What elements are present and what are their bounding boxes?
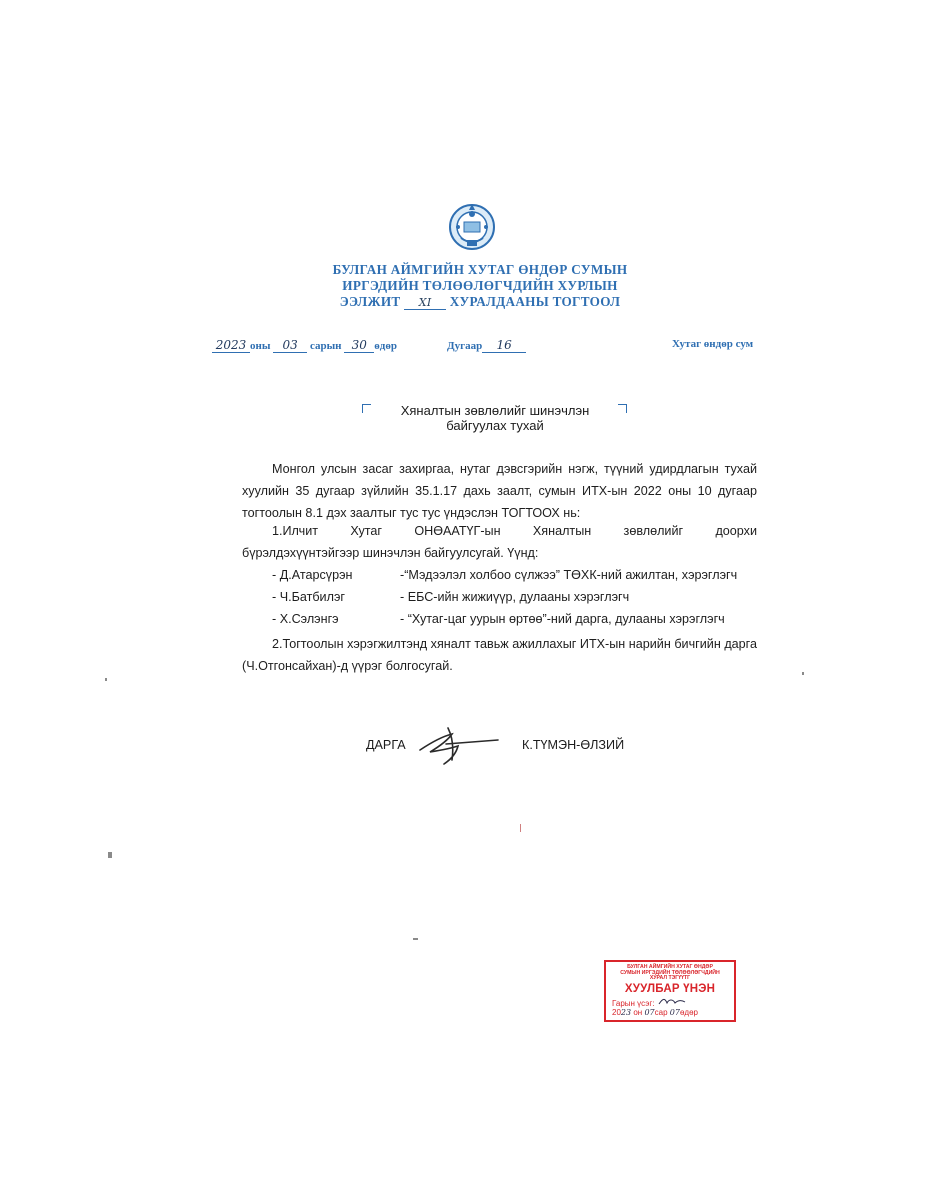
- year-suffix: оны: [250, 340, 271, 352]
- member-row: [272, 568, 737, 582]
- stamp-day-suffix: өдөр: [679, 1008, 698, 1017]
- handwritten-signature: [418, 724, 500, 766]
- stamp-org-line: СУМЫН ИРГЭДИЙН ТӨЛӨӨЛӨГЧДИЙН: [620, 969, 720, 976]
- scan-speck: [802, 672, 804, 675]
- signatory-name: К.ТҮМЭН-ӨЛЗИЙ: [522, 738, 625, 752]
- stamp-organization: [608, 965, 732, 982]
- header-line-1: БУЛГАН АЙМГИЙН ХУТАГ ӨНДӨР СУМЫН: [332, 262, 628, 277]
- header-line-2: ИРГЭДИЙН ТӨЛӨӨЛӨГЧДИЙН ХУРЛЫН: [342, 278, 618, 293]
- member-name: - Х.Сэлэнгэ: [272, 612, 339, 626]
- point-1-line-1: 1.Илчит Хутаг ОНӨААТҮГ-ын Хяналтын зөвлөлийг доорхи: [272, 524, 757, 538]
- signatory-title: ДАРГА: [366, 738, 406, 752]
- stamp-year: 23: [620, 1008, 632, 1017]
- place: Хутаг өндөр сум: [672, 338, 754, 350]
- member-role: -“Мэдээлэл холбоо сүлжээ” ТӨХК-ний ажилтан, хэрэглэгч: [400, 568, 738, 582]
- stamp-date-row: [612, 1008, 698, 1017]
- stamp-signature-scribble: [657, 997, 687, 1006]
- member-name: - Ч.Батбилэг: [272, 590, 345, 604]
- header-prefix: ЭЭЛЖИТ: [339, 294, 401, 309]
- session-number: XI: [404, 296, 446, 310]
- month-suffix: сарын: [309, 340, 342, 352]
- subject-line-2: байгуулах тухай: [446, 418, 544, 433]
- stamp-year-prefix: 20: [612, 1008, 621, 1017]
- number-label: Дугаар: [447, 340, 483, 352]
- stamp-sign-label: Гарын үсэг:: [612, 999, 655, 1008]
- stamp-org-line: ХУРАЛ ТЭГҮҮТГ: [649, 975, 691, 982]
- header-line-3: [180, 294, 780, 310]
- certified-copy-stamp: [604, 960, 736, 1022]
- number-value: 16: [482, 338, 526, 353]
- member-name: - Д.Атарсүрэн: [272, 568, 353, 582]
- stamp-day: 07: [669, 1008, 680, 1017]
- member-row: [272, 590, 629, 604]
- scan-speck: [105, 678, 107, 681]
- member-role: - “Хутаг-цаг уурын өртөө”-ний дарга, дулааны хэрэглэгч: [400, 612, 725, 626]
- intro-paragraph: Монгол улсын засаг захиргаа, нутаг дэвсгэрийн нэгж, түүний удирдлагын тухай хуулийн 35 дугаар зүйлийн 35.1.17 дахь заалт, сумын ИТХ-ын 2022 оны 10 дугаар тогтоолын 8.1 дэх заалтыг тус тус үндэслэн ТОГТООХ нь:: [242, 462, 757, 520]
- stamp-title: ХУУЛБАР ҮНЭН: [624, 983, 716, 995]
- header-suffix: ХУРАЛДААНЫ ТОГТООЛ: [449, 294, 621, 309]
- date-day: 30: [344, 338, 374, 353]
- stamp-signature-row: [612, 997, 687, 1008]
- member-role: - ЕБС-ийн жижиүүр, дулааны хэрэглэгч: [400, 590, 630, 604]
- stamp-org-line: БУЛГАН АЙМГИЙН ХУТАГ ӨНДӨР: [627, 964, 713, 970]
- state-emblem-icon: [447, 200, 497, 252]
- date-month: 03: [273, 338, 307, 353]
- stamp-year-suffix: он: [633, 1008, 643, 1017]
- point-2-paragraph: 2.Тогтоолын хэрэгжилтэнд хяналт тавьж ажиллахыг ИТХ-ын нарийн бичгийн дарга (Ч.Отгонсайхан)-д үүрэг болгосугай.: [242, 637, 757, 673]
- day-suffix: өдөр: [374, 340, 397, 352]
- member-row: [272, 612, 725, 626]
- date-line: [212, 338, 397, 353]
- resolution-number: [447, 338, 526, 353]
- point-1-line-2: бүрэлдэхүүнтэйгээр шинэчлэн байгуулсугай. Үүнд:: [242, 546, 539, 560]
- scan-speck: [520, 824, 521, 832]
- stamp-month: 07: [644, 1008, 655, 1017]
- stamp-month-suffix: сар: [654, 1008, 668, 1017]
- scan-speck: [108, 852, 112, 858]
- subject-line-1: Хяналтын зөвлөлийг шинэчлэн: [400, 403, 590, 418]
- scan-speck: [413, 938, 418, 940]
- date-year: 2023: [212, 338, 250, 353]
